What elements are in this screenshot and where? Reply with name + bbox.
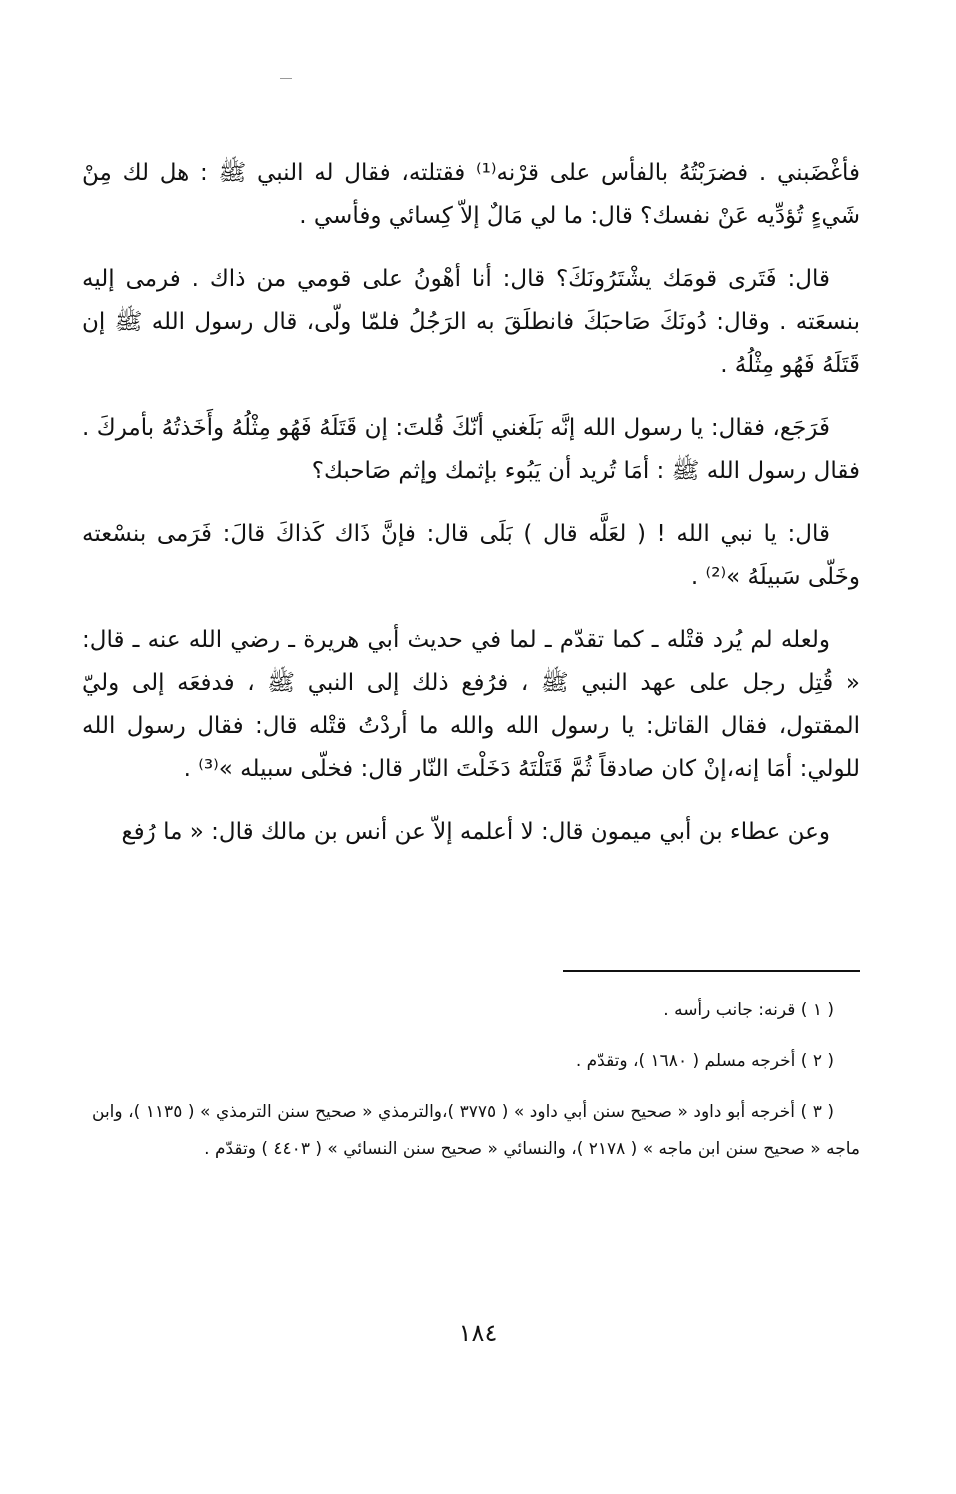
footnotes [92,992,860,1182]
page-number: ١٨٤ [458,1319,498,1347]
footnote-3: ( ٣ ) أخرجه أبو داود « صحيح سنن أبي داود » ( ٣٧٧٥ )،والترمذي « صحيح سنن الترمذي » ( ١١٣٥ )، وابن ماجه « صحيح سنن ابن ماجه » ( ٢١٧٨ )، والنسائي « صحيح سنن النسائي » ( ٤٤٠٣ ) وتقدّم . [92,1102,860,1159]
footnote-2: ( ٢ ) أخرجه مسلم ( ١٦٨٠ )، وتقدّم . [575,1051,834,1071]
paragraph-6: وعن عطاء بن أبي ميمون قال: لا أعلمه إلاّ عن أنس بن مالك قال: « ما رُفع [121,819,830,845]
paragraph-1: فأغْضَبني . فضرَبْتُهُ بالفأس على قرْنه⁽¹⁾ فقتلته، فقال له النبي ﷺ : هل لك مِنْ شَيءٍ تُؤدِّيه عَنْ نفسك؟ قال: ما لي مَالٌ إلاّ كِسائي وفأسي . [82,160,860,229]
main-text [82,152,860,874]
paragraph-3: فَرَجَع، فقال: يا رسول الله إنَّه بَلَغني أنّكَ قُلتَ: إن قَتَلَهُ فَهُو مِثْلُهُ وأَخَذتُهُ بأمركَ . فقال رسول الله ﷺ : أمَا تُريد أن يَبُوء بإثمك وإثم صَاحبك؟ [82,415,860,484]
paragraph-2: قال: فَتَرى قومَك يشْتَرُونَكَ؟ قال: أنا أهْونُ على قومي من ذاك . فرمى إليه بنسعَته . وقال: دُونَكَ صَاحبَكَ فانطلَقَ به الرَجُلُ فلمّا ولّى، قال رسول الله ﷺ إن قَتَلَهُ فَهُو مِثْلُهُ . [82,266,860,378]
footnote-1: ( ١ ) قرنه: جانب رأسه . [663,1000,834,1020]
scan-artifact [280,78,292,79]
paragraph-5: ولعله لم يُرد قتْله ـ كما تقدّم ـ لما في حديث أبي هريرة ـ رضي الله عنه ـ قال: « قُتِل رجل على عهد النبي ﷺ ، فرُفع ذلك إلى النبي ﷺ ، فدفعَه إلى وليّ المقتول، فقال القاتل: يا رسول الله والله ما أردْتُ قتْله قال: فقال رسول الله للولي: أمَا إنه،إنْ كان صادقاً ثُمَّ قَتَلْتَهُ دَخَلْتَ النّار قال: فخلّى سبيله »⁽³⁾ . [82,627,860,782]
paragraph-4: قال: يا نبي الله ! ( لعَلَّه قال ) بَلَى قال: فإنَّ ذَاك كَذاكَ قالَ: فَرَمى بنسْعته وخَلّى سَبيلَهُ »⁽²⁾ . [82,521,860,590]
footnote-separator [563,970,860,972]
